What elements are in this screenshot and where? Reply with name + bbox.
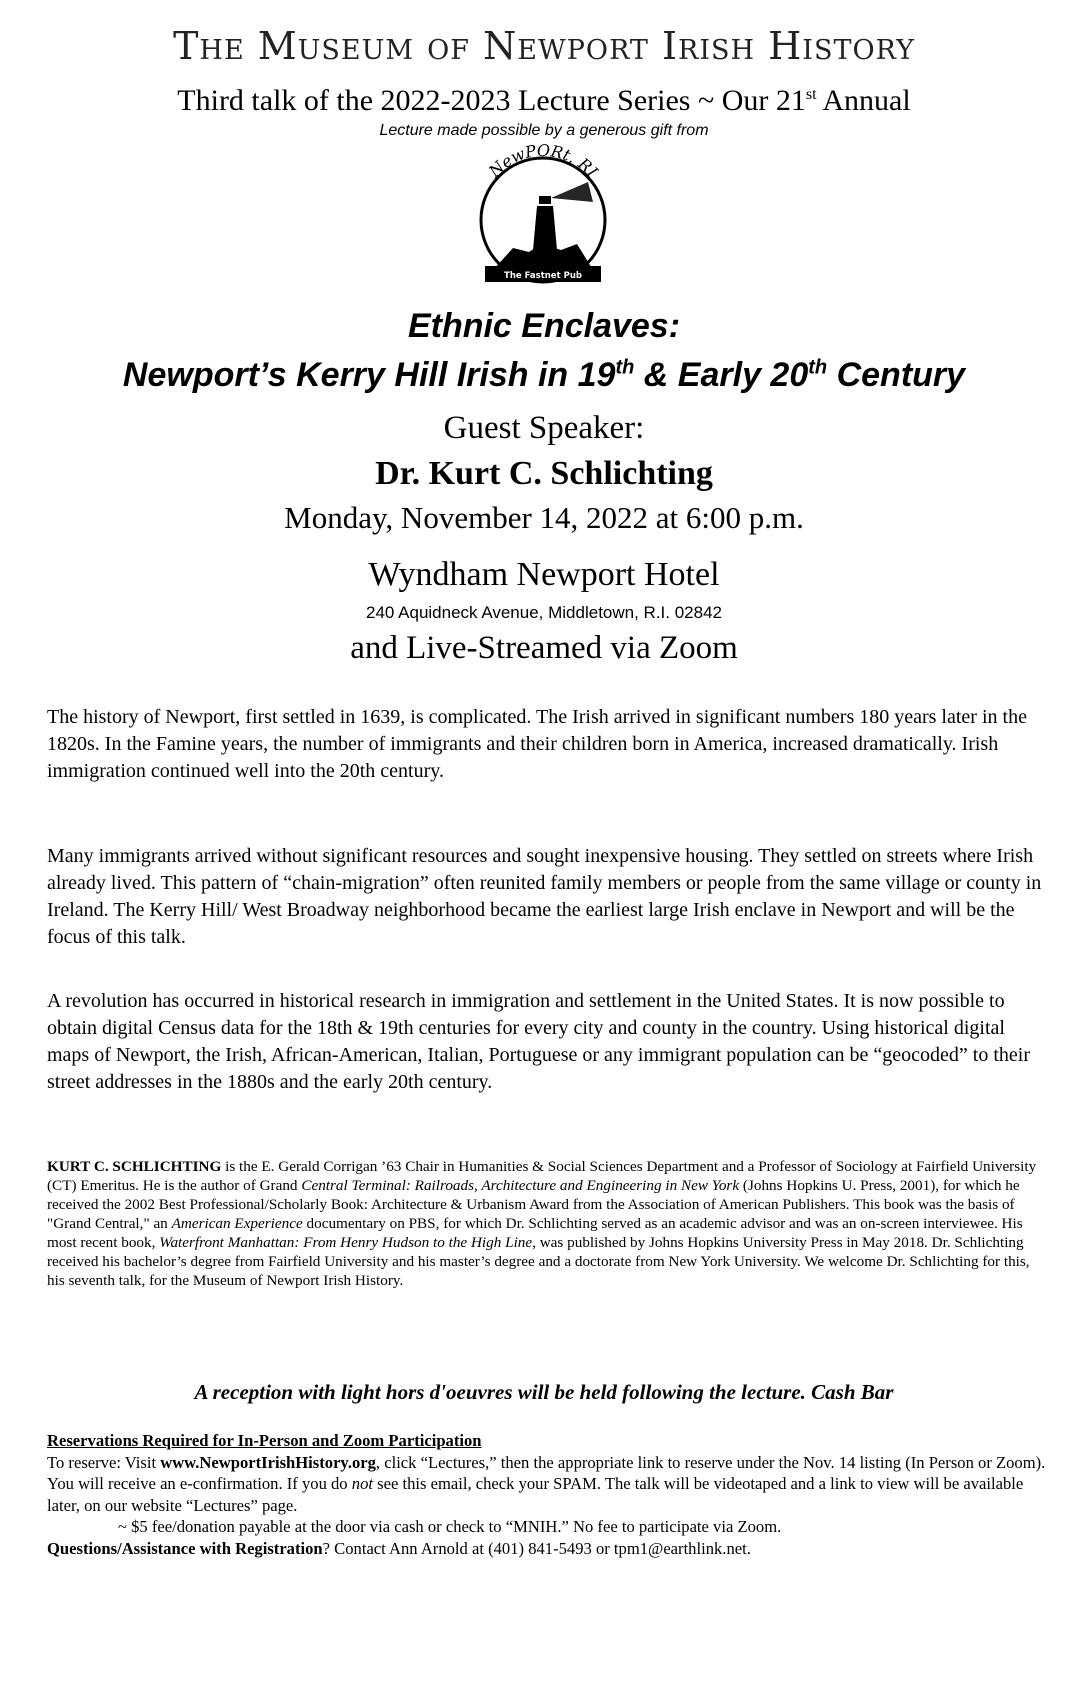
series-line: Third talk of the 2022-2023 Lecture Series ~ Our 21st Annual [177, 84, 911, 117]
guest-speaker-label: Guest Speaker: [443, 410, 645, 446]
reservations-instructions: To reserve: Visit www.NewportIrishHistory.org, click “Lectures,” then the appropriate link to reserve under the Nov. 14 listing (In Person or Zoom). You will receive an e-confirmation. If you do not see this email, check your SPAM. The talk will be videotaped and a link to view will be available later, on our website “Lectures” page. [47, 1452, 1046, 1515]
reservations-section [47, 1430, 1057, 1559]
bio-name: KURT C. SCHLICHTING [47, 1158, 222, 1175]
questions-line: Questions/Assistance with Registration? Contact Ann Arnold at (401) 841-5493 or tpm1@earthlink.net. [47, 1538, 751, 1558]
paragraph-research: A revolution has occurred in historical research in immigration and settlement in the United States. It is now possible to obtain digital Census data for the 18th & 19th centuries for every city and county in the country. Using historical digital maps of Newport, the Irish, African-American, Italian, Portuguese or any immigrant population can be “geocoded” to their street addresses in the 1880s and the early 20th century. [47, 990, 1031, 1093]
speaker-bio: KURT C. SCHLICHTING is the E. Gerald Corrigan ’63 Chair in Humanities & Social Sciences Department and a Professor of Sociology at Fairfield University (CT) Emeritus. He is the author of Grand Central Terminal: Railroads, Architecture and Engineering in New York (Johns Hopkins U. Press, 2001), for which he received the 2002 Best Professional/Scholarly Book: Architecture & Urbanism Award from the Association of American Publishers. This book was the basis of "Grand Central," an American Experience documentary on PBS, for which Dr. Schlichting served as an academic advisor and was an on-screen interviewee. His most recent book, Waterfront Manhattan: From Henry Hudson to the High Line, was published by Johns Hopkins University Press in May 2018. Dr. Schlichting received his bachelor’s degree from Fairfield University and his master’s degree and a doctorate from New York University. We welcome Dr. Schlichting for this, his seventh talk, for the Museum of Newport Irish History. [47, 1158, 1037, 1289]
paragraph-immigrants: Many immigrants arrived without significant resources and sought inexpensive housing. They settled on streets where Irish already lived. This pattern of “chain-migration” often reunited family members or people from the same village or county in Ireland. The Kerry Hill/ West Broadway neighborhood became the earliest large Irish enclave in Newport and will be the focus of this talk. [47, 845, 1042, 948]
show-title: American Experience [171, 1215, 303, 1232]
paragraph-history: The history of Newport, first settled in 1639, is complicated. The Irish arrived in significant numbers 180 years later in the 1820s. In the Famine years, the number of immigrants and their children born in America, increased dramatically. Irish immigration continued well into the 20th century. [47, 706, 1027, 782]
venue-address: 240 Aquidneck Avenue, Middletown, R.I. 02842 [366, 603, 722, 622]
lighthouse-icon [453, 140, 633, 290]
logo-bottom-text: The Fastnet Pub [504, 271, 582, 281]
stream-line: and Live-Streamed via Zoom [350, 630, 738, 666]
museum-title: The Museum of Newport Irish History [173, 24, 915, 68]
event-datetime: Monday, November 14, 2022 at 6:00 p.m. [284, 500, 804, 535]
book-title-waterfront: Waterfront Manhattan: From Henry Hudson to the High Line [159, 1234, 533, 1251]
book-title-grand-central: Central Terminal: Railroads, Architecture and Engineering in New York [301, 1177, 740, 1194]
logo-top-text: NewPORt, RI [484, 140, 602, 181]
lecture-title-line2: Newport’s Kerry Hill Irish in 19th & Early 20th Century [122, 356, 966, 394]
reception-note: A reception with light hors d'oeuvres will be held following the lecture. Cash Bar [194, 1380, 894, 1404]
speaker-name: Dr. Kurt C. Schlichting [375, 455, 713, 492]
venue-name: Wyndham Newport Hotel [368, 556, 720, 593]
website-link[interactable]: www.NewportIrishHistory.org [160, 1452, 376, 1472]
gift-line: Lecture made possible by a generous gift from [379, 122, 709, 139]
fastnet-pub-logo [453, 140, 633, 290]
fee-line: ~ $5 fee/donation payable at the door via cash or check to “MNIH.” No fee to participate via Zoom. [118, 1517, 782, 1536]
lecture-title-line1: Ethnic Enclaves: [407, 307, 681, 345]
reservations-heading: Reservations Required for In-Person and Zoom Participation [47, 1431, 482, 1450]
